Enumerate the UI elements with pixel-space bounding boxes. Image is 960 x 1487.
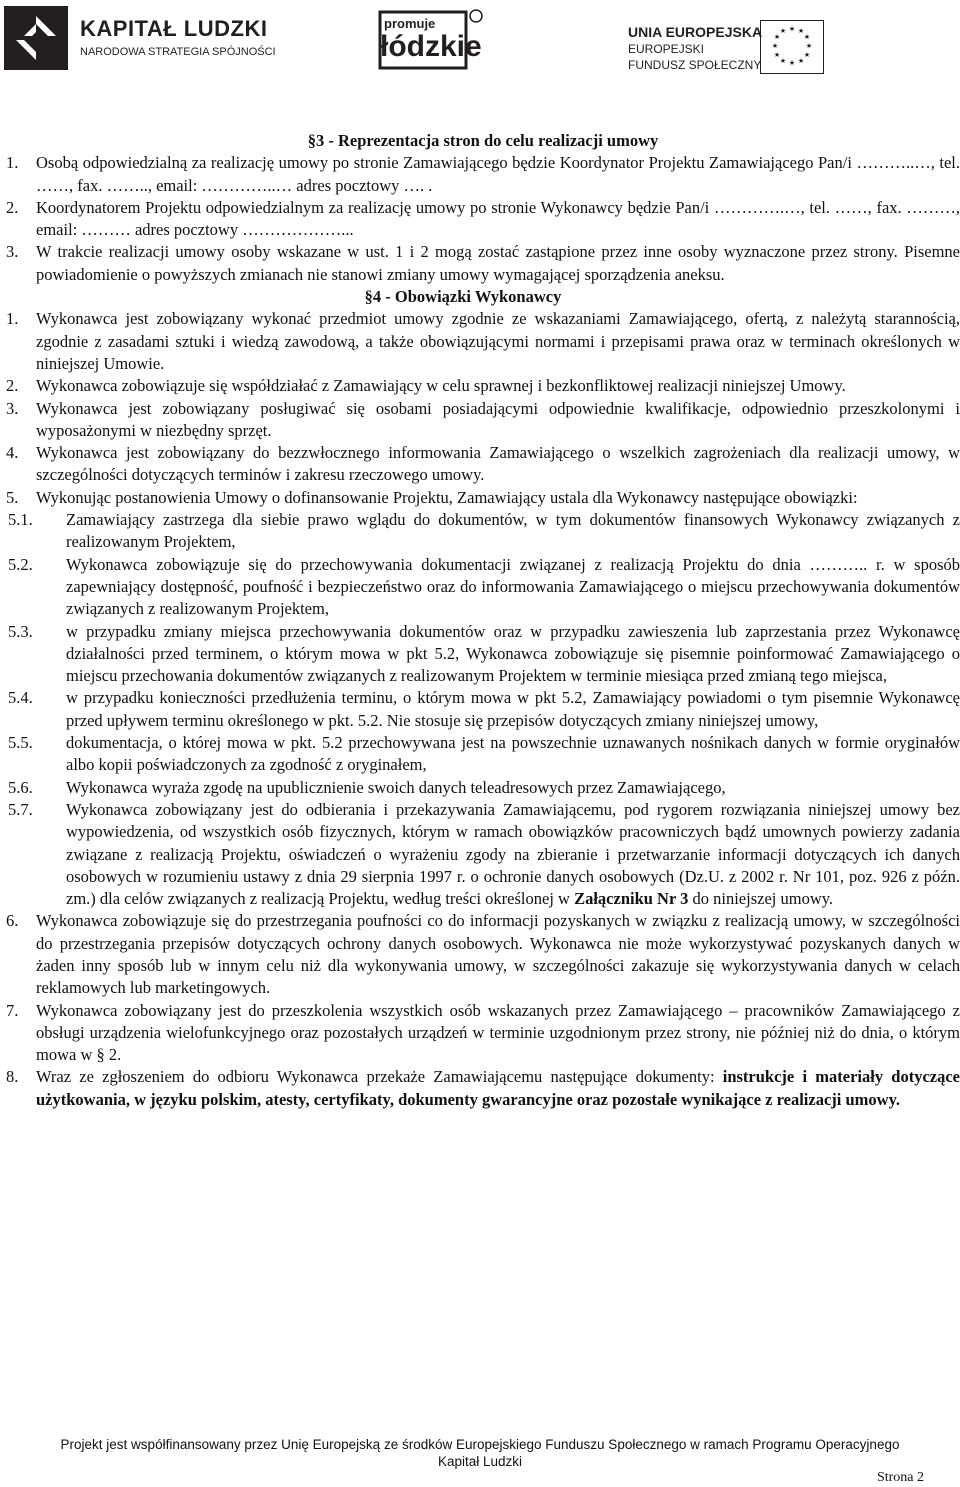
eu-flag-icon [760, 20, 824, 74]
list-item: 7. Wykonawca zobowiązany jest do przeszkolenia wszystkich osób wskazanych przez Zamawiającego – pracowników Zamawiającego z obsługi urządzenia wielofunkcyjnego oraz pozostałych urządzeń w terminie uzgodnionym przez strony, nie później niż do dnia, o którym mowa w § 2. [6, 1000, 960, 1065]
list-item: 3. W trakcie realizacji umowy osoby wskazane w ust. 1 i 2 mogą zostać zastąpione przez inne osoby wyznaczone przez strony. Pisemne powiadomienie o powyższych zmianach nie stanowi zmiany umowy wymagającej sporządzenia aneksu. [6, 242, 960, 284]
footer-cofinancing-note: Projekt jest współfinansowany przez Unię Europejską ze środków Europejskiego Funduszu Społecznego w ramach Programu Operacyjnego [60, 1437, 900, 1452]
efs-line1: EUROPEJSKI [628, 42, 705, 56]
svg-text:★: ★ [805, 42, 813, 50]
sub-list-item: 5.3. w przypadku zmiany miejsca przechowywania dokumentów oraz w przypadku zawieszenia lub zaprzestania przez Wykonawcę działalności przed terminem, o którym mowa w pkt 5.2, Wykonawca zobowiązuje się pisemnie poinformować Zamawiającego o miejscu przechowania dokumentów związanych z realizowanym Projektem w terminie miesiąca przed zmianą tego miejsca, [8, 621, 960, 686]
page-footer [0, 1436, 960, 1470]
sub-list-item: 5.5. dokumentacja, o której mowa w pkt. 5.2 przechowywana jest na powszechnie uznawanych nośnikach danych w formie oryginałów albo kopii poświadczonych za zgodność z oryginałem, [8, 733, 960, 775]
attachment-reference: Załączniku Nr 3 [574, 889, 689, 909]
svg-text:★: ★ [788, 25, 796, 33]
eu-efs-logo [628, 20, 958, 80]
promuje-lodzkie-logo [378, 4, 488, 72]
sub-list-item: 5.2. Wykonawca zobowiązuje się do przechowywania dokumentacji związanej z realizacją Projektu do dnia ……….. r. w sposób zapewniający dostępność, poufność i bezpieczeństwo oraz do informowania Zamawiającego o miejscu przechowywania dokumentów związanych z realizowanym Projektem, [8, 554, 960, 619]
page-header [0, 0, 960, 80]
svg-text:★: ★ [788, 59, 796, 67]
kapital-ludzki-subtitle: NARODOWA STRATEGIA SPÓJNOŚCI [80, 46, 276, 58]
kapital-ludzki-logo [4, 6, 276, 70]
sub-list-item: 5.1. Zamawiający zastrzega dla siebie prawo wglądu do dokumentów, w tym dokumentów finansowych Wykonawcy związanych z realizowanym Projektem, [8, 510, 960, 552]
list-item: 1. Osobą odpowiedzialną za realizację umowy po stronie Zamawiającego będzie Koordynator Projektu Zamawiającego Pan/i ………..…, tel. ……, fax. …….., email: …………..… adres pocztowy …. . [6, 153, 960, 195]
svg-text:★: ★ [773, 51, 781, 59]
kapital-ludzki-emblem-icon [4, 6, 68, 70]
list-item: 5. Wykonując postanowienia Umowy o dofinansowanie Projektu, Zamawiający ustala dla Wykonawcy następujące obowiązki: [6, 487, 858, 507]
document-body [6, 130, 960, 1111]
kapital-ludzki-title: KAPITAŁ LUDZKI [80, 16, 268, 41]
sub-list-item: 5.7. Wykonawca zobowiązany jest do odbierania i przekazywania Zamawiającemu, pod rygorem rozwiązania niniejszej umowy bez wypowiedzenia, od wszystkich osób fizycznych, którym w ramach obowiązków pracowniczych bądź umownych powierzy zadania związane z realizacją Projektu, oświadczeń o wyrażeniu zgody na zbieranie i przetwarzanie informacji dotyczących ich danych osobowych w rozumieniu ustawy z dnia 29 sierpnia 1997 r. o ochronie danych osobowych (Dz.U. z 2002 r. Nr 101, poz. 926 z późn. zm.) dla celów związanych z realizacją Projektu, według treści określonej w Załączniku Nr 3 do niniejszej umowy. [8, 799, 960, 909]
required-documents: instrukcje i materiały dotyczące użytkowania, w języku polskim, atesty, certyfikaty, dokumenty gwarancyjne oraz pozostałe wynikające z realizacji umowy. [36, 1067, 960, 1109]
svg-text:★: ★ [771, 42, 779, 50]
svg-text:★: ★ [803, 51, 811, 59]
footer-program-name: Kapitał Ludzki [437, 1454, 523, 1469]
promuje-label: promuje [384, 16, 436, 31]
efs-line2: FUNDUSZ SPOŁECZNY [628, 58, 762, 72]
list-item: 2. Koordynatorem Projektu odpowiedzialnym za realizację umowy po stronie Wykonawcy będzie Pan/i ………….…, tel. ……, fax. ………, email: ……… adres pocztowy ………………... [6, 197, 960, 240]
sub-list-item: 5.6. Wykonawca wyraża zgodę na upublicznienie swoich danych teleadresowych przez Zamawiającego, [8, 777, 726, 797]
list-item: 6. Wykonawca zobowiązuje się do przestrzegania poufności co do informacji pozyskanych w związku z realizacją umowy, w szczególności do przestrzegania przepisów dotyczących ochrony danych osobowych. Wykonawca nie może wykorzystywać pozyskanych danych w żaden inny sposób lub w innym celu niż dla wykonywania umowy, w szczególności zakazuje się wykorzystywania danych w celach reklamowych lub marketingowych. [6, 911, 960, 998]
svg-text:★: ★ [779, 57, 787, 65]
svg-text:★: ★ [797, 57, 805, 65]
sub-list-item: 5.4. w przypadku konieczności przedłużenia terminu, o którym mowa w pkt 5.2, Zamawiający powiadomi o tym pisemnie Wykonawcę przed upływem terminu określonego w pkt. 5.2. Nie stosuje się przepisów dotyczących zmiany niniejszej umowy, [8, 688, 960, 730]
svg-text:★: ★ [797, 27, 805, 35]
svg-text:★: ★ [773, 33, 781, 41]
svg-text:★: ★ [803, 33, 811, 41]
eu-title: UNIA EUROPEJSKA [628, 24, 763, 40]
section-4-heading: §4 - Obowiązki Wykonawcy [364, 287, 562, 307]
page-number: Strona 2 [876, 1470, 924, 1485]
list-item: 3. Wykonawca jest zobowiązany posługiwać się osobami posiadającymi odpowiednie kwalifikacje, odpowiednio przeszkolonymi i wyposażonymi w niezbędny sprzęt. [6, 398, 960, 440]
svg-text:★: ★ [779, 27, 787, 35]
list-item: 8. Wraz ze zgłoszeniem do odbioru Wykonawca przekaże Zamawiającemu następujące dokumenty: instrukcje i materiały dotyczące użytkowania, w języku polskim, atesty, certyfikaty, dokumenty gwarancyjne oraz pozostałe wynikające z realizacji umowy. [6, 1067, 960, 1109]
list-item: 1. Wykonawca jest zobowiązany wykonać przedmiot umowy zgodnie ze wskazaniami Zamawiającego, ofertą, z należytą starannością, zgodnie z zasadami sztuki i wiedzą zawodową, a także obowiązującymi normami i przepisami prawa oraz w terminach określonych w niniejszej Umowie. [6, 309, 960, 373]
section-3-heading: §3 - Reprezentacja stron do celu realizacji umowy [307, 131, 659, 150]
list-item: 2. Wykonawca zobowiązuje się współdziałać z Zamawiający w celu sprawnej i bezkonfliktowej realizacji niniejszej Umowy. [6, 376, 846, 396]
list-item: 4. Wykonawca jest zobowiązany do bezzwłocznego informowania Zamawiającego o wszelkich zagrożeniach dla realizacji umowy, w szczególności dotyczących terminów i zakresu rzeczowego umowy. [6, 443, 960, 485]
lodzkie-label: łódzkie [380, 30, 482, 63]
